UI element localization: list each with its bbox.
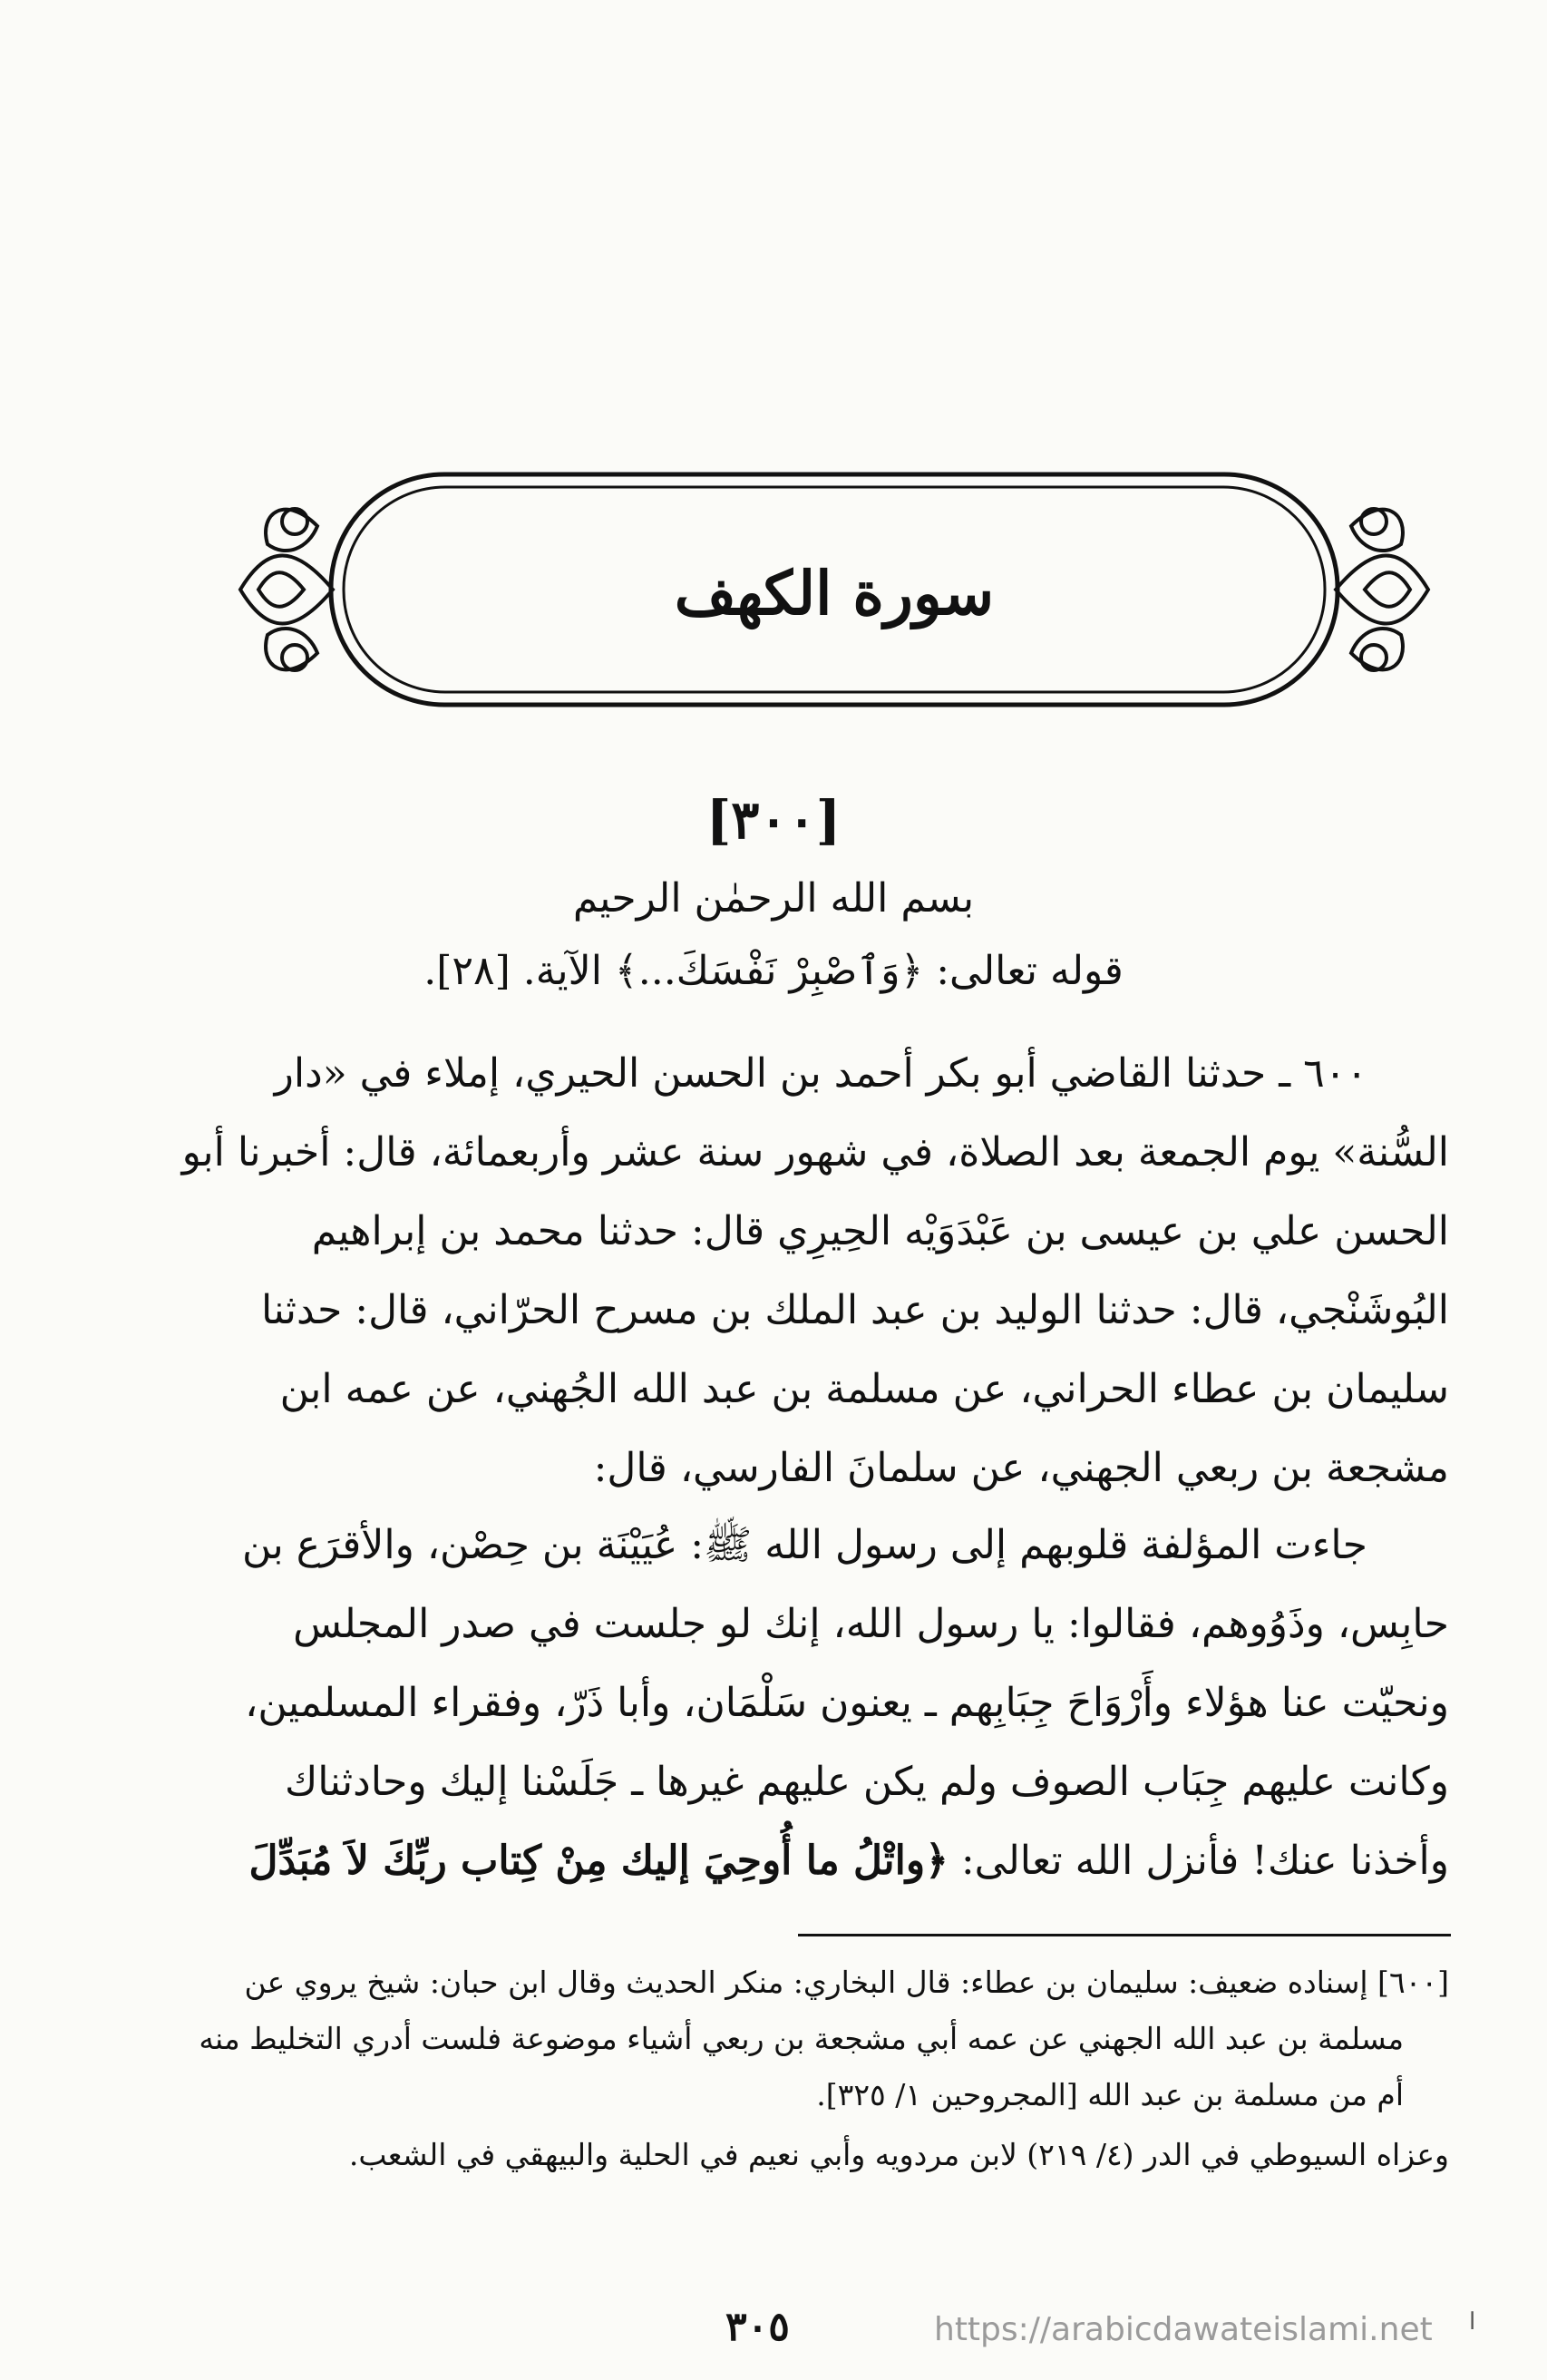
text-line: ٦٠٠ ـ حدثنا القاضي أبو بكر أحمد بن الحسن الحيري، إملاء في «دار — [274, 1050, 1367, 1097]
page-number: ٣٠٥ — [725, 2304, 790, 2350]
surah-title: سورة الكهف — [674, 558, 995, 629]
corner-mark: ا — [1469, 2308, 1476, 2336]
text-line: ونحيّت عنا هؤلاء وأَرْوَاحَ جِبَابِهم ـ يعنون سَلْمَان، وأبا ذَرّ، وفقراء المسلمين، — [245, 1680, 1449, 1726]
footnote-line: [٦٠٠] إسناده ضعيف: سليمان بن عطاء: قال البخاري: منكر الحديث وقال ابن حبان: شيخ يروي عن — [244, 1965, 1449, 2000]
text-line: السُّنة» يوم الجمعة بعد الصلاة، في شهور سنة عشر وأربعمائة، قال: أخبرنا أبو — [181, 1129, 1449, 1175]
text-line: الحسن علي بن عيسى بن عَبْدَوَيْه الحِيرِي قال: حدثنا محمد بن إبراهيم — [311, 1208, 1449, 1254]
footnote — [161, 1955, 1449, 2123]
footnote-line: مسلمة بن عبد الله الجهني عن عمه أبي مشجعة بن ربعي أشياء موضوعة فلست أدري التخليط منه — [199, 2021, 1404, 2056]
isnad-paragraph — [161, 1034, 1449, 1507]
footnote-attribution: وعزاه السيوطي في الدر (٤/ ٢١٩) لابن مردويه وأبي نعيم في الحلية والبيهقي في الشعب. — [348, 2137, 1449, 2172]
text-line — [161, 1821, 1449, 1900]
text-line: سليمان بن عطاء الحراني، عن مسلمة بن عبد الله الجُهني، عن عمه ابن — [279, 1366, 1449, 1412]
watermark-url: https://arabicdawateislami.net — [934, 2311, 1433, 2348]
text-line: مشجعة بن ربعي الجهني، عن سلمانَ الفارسي، قال: — [593, 1445, 1449, 1491]
surah-title-banner — [231, 458, 1437, 721]
footnote-line: أم من مسلمة بن عبد الله [المجروحين ١/ ٣٢٥]. — [816, 2077, 1404, 2112]
text-line: جاءت المؤلفة قلوبهم إلى رسول الله ﷺ: عُيَيْنَة بن حِصْن، والأقرَع بن — [242, 1522, 1367, 1568]
footnote-divider — [798, 1934, 1451, 1936]
hadith-number: [٣٠٠] — [705, 789, 842, 851]
text-line: البُوشَنْجي، قال: حدثنا الوليد بن عبد الملك بن مسرح الحرّاني، قال: حدثنا — [261, 1287, 1449, 1333]
basmala: بسم الله الرحمٰن الرحيم — [572, 875, 975, 922]
text-line: وكانت عليهم جِبَاب الصوف ولم يكن عليهم غيرها ـ جَلَسْنا إليك وحادثناك — [284, 1759, 1449, 1805]
text-line: حابِس، وذَوُوهم، فقالوا: يا رسول الله، إنك لو جلست في صدر المجلس — [293, 1601, 1449, 1647]
verse-intro: قوله تعالى: ﴿وَٱصْبِرْ نَفْسَكَ...﴾ الآية. [٢٨]. — [423, 948, 1124, 994]
text-line-plain: وأخذنا عنك! فأنزل الله تعالى: — [948, 1838, 1449, 1884]
matn-paragraph — [161, 1506, 1449, 1900]
quran-verse: ﴿واتْلُ ما أُوحِيَ إليك مِنْ كِتاب ربِّكَ لاَ مُبَدِّلَ — [248, 1838, 949, 1884]
